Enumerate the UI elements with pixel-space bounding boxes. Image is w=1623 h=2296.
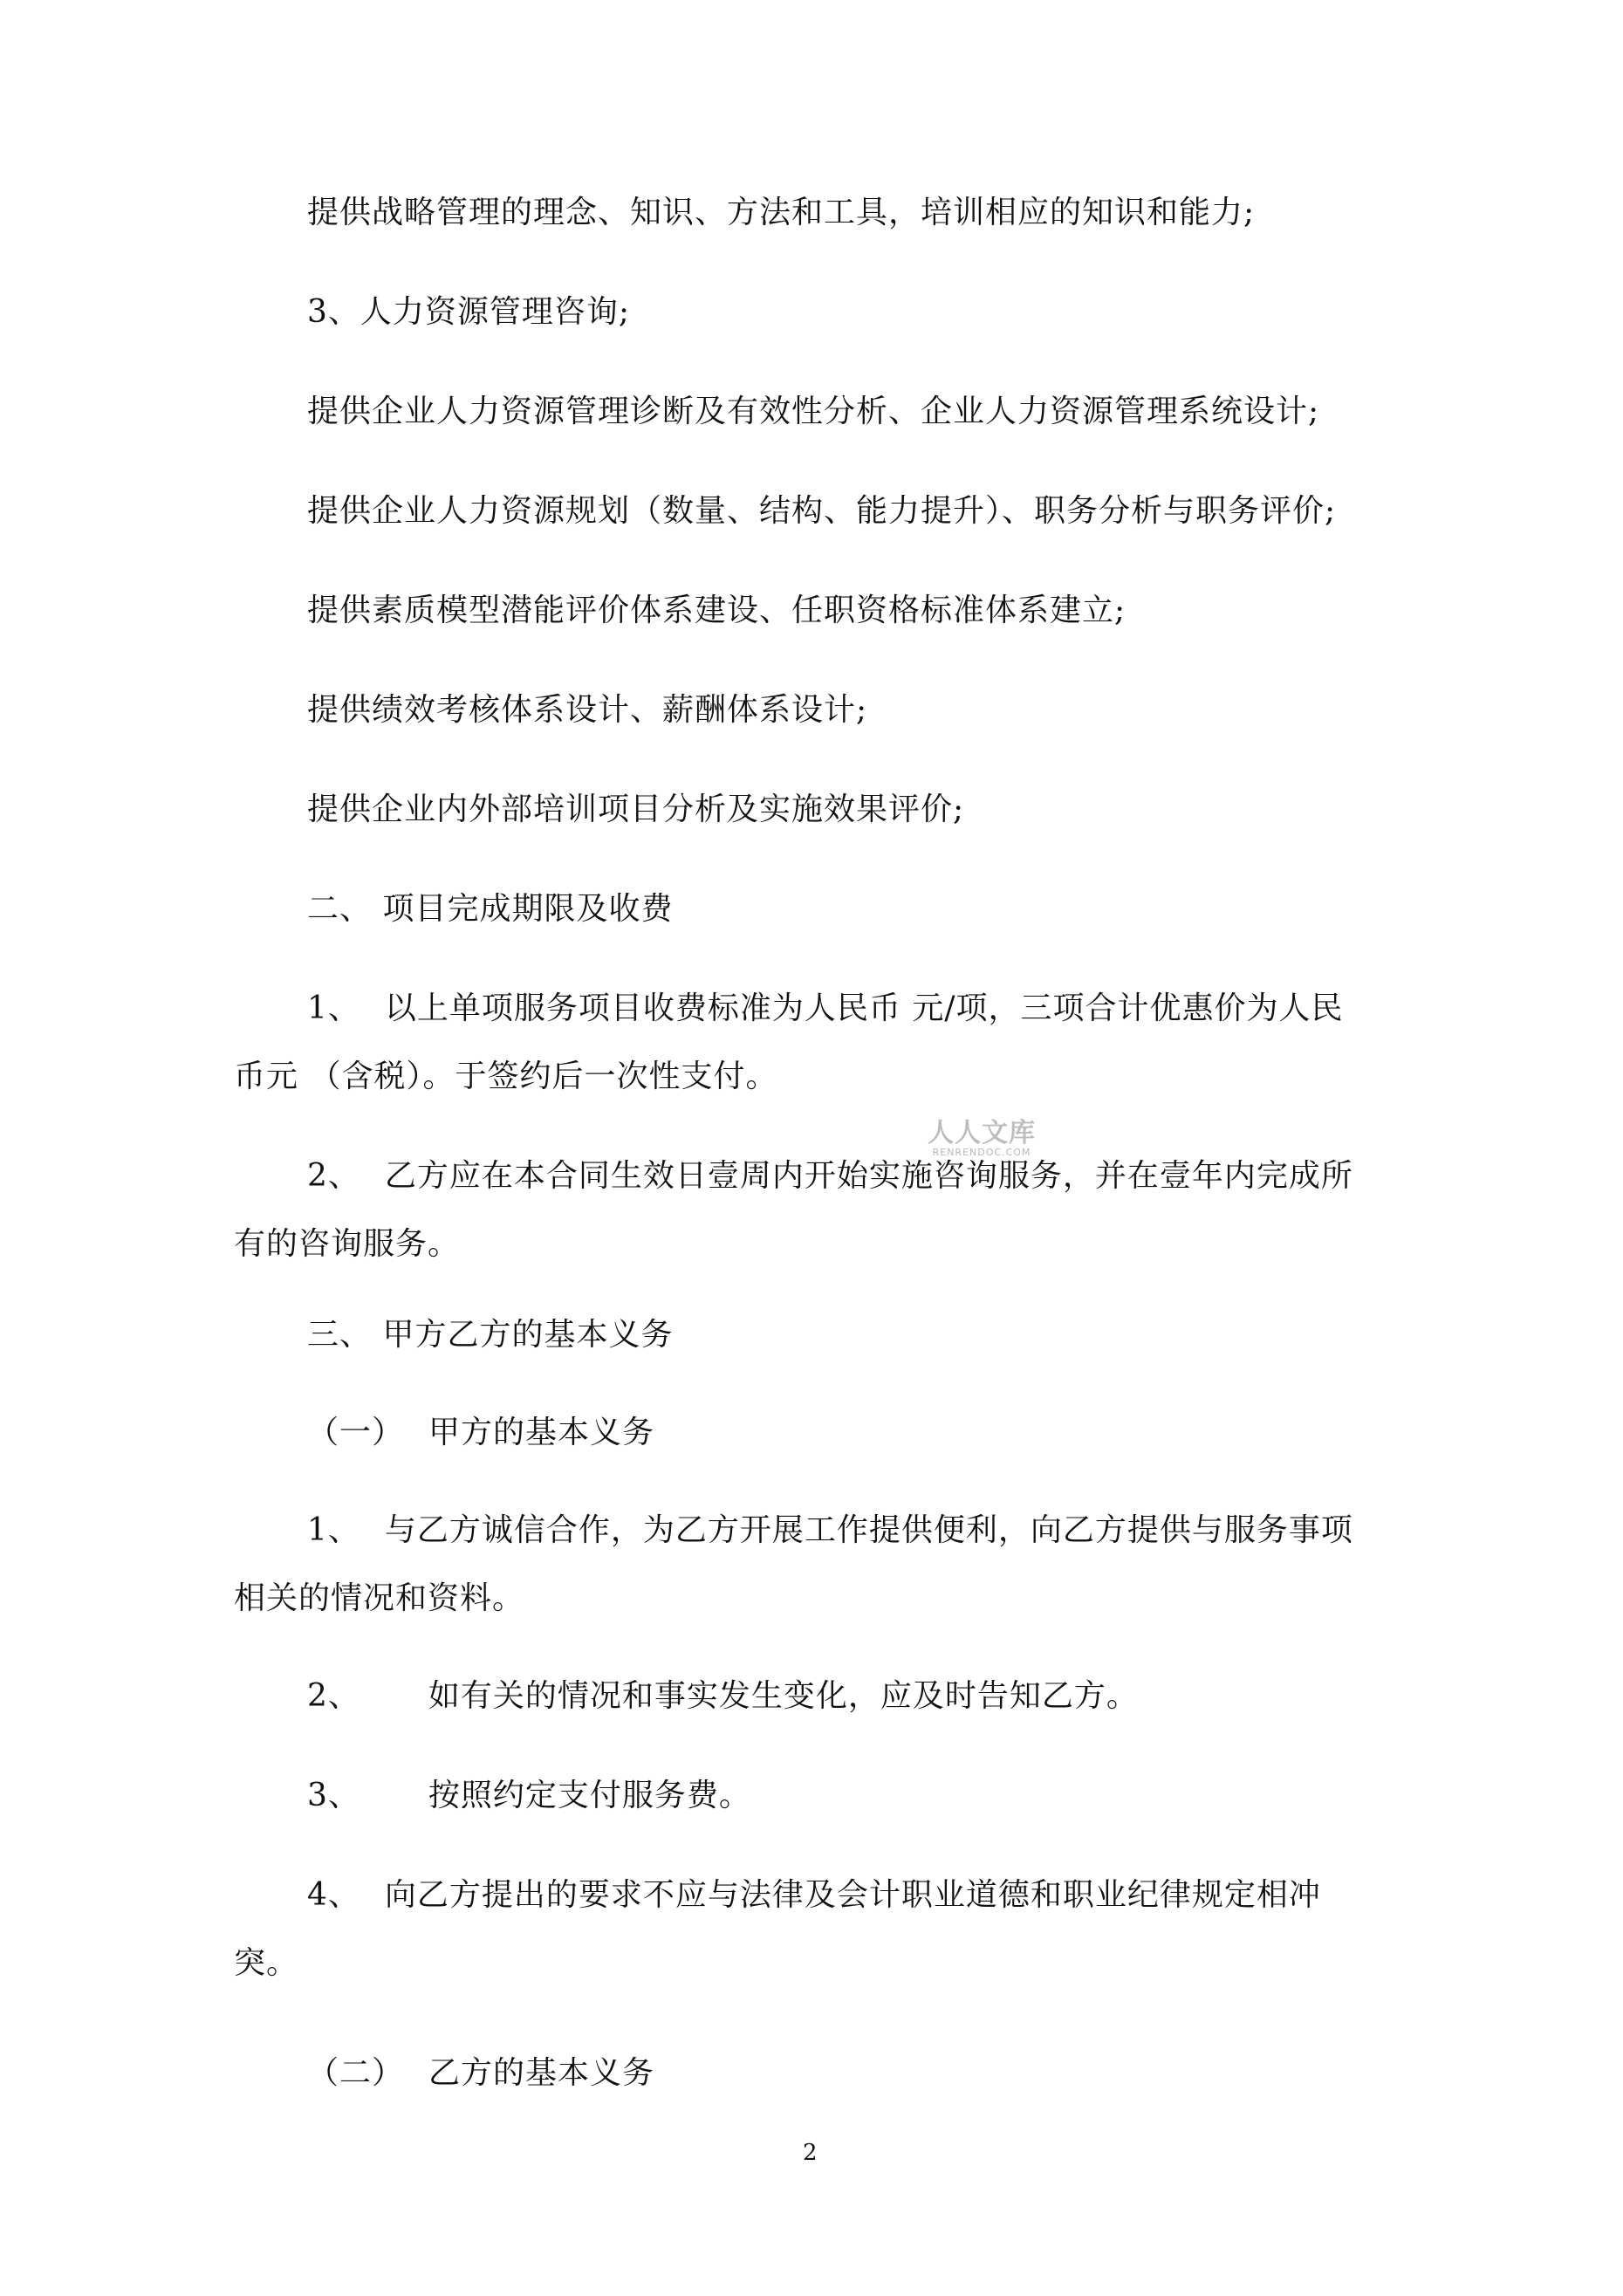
- obligation-a3: [307, 1777, 751, 1815]
- paragraph-text: 提供战略管理的理念、知识、方法和工具，培训相应的知识和能力;: [307, 195, 1256, 230]
- clause-number: 3、: [307, 1778, 360, 1813]
- paragraph-training-evaluation: [307, 791, 964, 829]
- clause-fee-line-1: [307, 990, 1343, 1028]
- clause-text: 向乙方提出的要求不应与法律及会计职业道德和职业纪律规定相冲: [384, 1877, 1321, 1913]
- renrendoc-watermark: [928, 1120, 1036, 1158]
- clause-text: 按照约定支付服务费。: [428, 1778, 751, 1813]
- obligation-a4-line-1: [307, 1876, 1321, 1915]
- clause-text: 与乙方诚信合作，为乙方开展工作提供便利，向乙方提供与服务事项: [384, 1512, 1353, 1548]
- clause-number: 2、: [307, 1678, 360, 1714]
- clause-fee-line-2: [234, 1058, 777, 1096]
- subsection-number: （一）: [307, 1415, 405, 1450]
- paragraph-performance-salary: [307, 691, 867, 730]
- paragraph-hr-planning: [307, 492, 1336, 531]
- obligation-a4-line-2: [234, 1944, 298, 1983]
- clause-text: 币元 （含税）。于签约后一次性支付。: [234, 1059, 778, 1094]
- obligation-a1-line-2: [234, 1580, 524, 1618]
- paragraph-text: 提供企业人力资源管理诊断及有效性分析、企业人力资源管理系统设计;: [307, 394, 1320, 429]
- paragraph-text: 提供企业内外部培训项目分析及实施效果评价;: [307, 792, 965, 827]
- subsection-text: 乙方的基本义务: [428, 2055, 655, 2091]
- subsection-text: 甲方的基本义务: [428, 1415, 655, 1450]
- subsection-heading-party-b: [307, 2054, 654, 2093]
- clause-number: 1、: [307, 990, 360, 1026]
- paragraph-text: 提供素质模型潜能评价体系建设、任职资格标准体系建立;: [307, 593, 1127, 628]
- paragraph-hr-diagnosis: [307, 393, 1319, 431]
- paragraph-competency-model: [307, 592, 1126, 630]
- watermark-subtitle: RENRENDOC.COM: [932, 1147, 1031, 1158]
- clause-number: 4、: [307, 1877, 360, 1913]
- paragraph-text: 提供绩效考核体系设计、薪酬体系设计;: [307, 692, 868, 728]
- clause-number: 2、: [307, 1158, 360, 1194]
- heading-text: 3、人力资源管理咨询;: [307, 294, 631, 330]
- paragraph-text: 提供企业人力资源规划（数量、结构、能力提升）、职务分析与职务评价;: [307, 493, 1337, 529]
- clause-schedule-line-2: [234, 1225, 460, 1264]
- clause-text: 突。: [234, 1945, 299, 1981]
- watermark-title: 人人文库: [928, 1118, 1036, 1148]
- clause-text: 相关的情况和资料。: [234, 1580, 525, 1616]
- clause-text: 以上单项服务项目收费标准为人民币 元/项，三项合计优惠价为人民: [384, 990, 1344, 1026]
- section-heading-text: 二、 项目完成期限及收费: [307, 891, 674, 927]
- clause-text: 有的咨询服务。: [234, 1226, 461, 1262]
- page-number: 2: [803, 2140, 818, 2166]
- clause-schedule-line-1: [307, 1157, 1353, 1196]
- obligation-a2: [307, 1677, 1139, 1716]
- clause-text: 如有关的情况和事实发生变化，应及时告知乙方。: [428, 1678, 1139, 1714]
- obligation-a1-line-1: [307, 1511, 1353, 1550]
- subsection-number: （二）: [307, 2055, 405, 2091]
- subsection-heading-party-a: [307, 1414, 654, 1452]
- paragraph-strategy-tools: [307, 194, 1255, 232]
- clause-text: 乙方应在本合同生效日壹周内开始实施咨询服务，并在壹年内完成所: [384, 1158, 1353, 1194]
- clause-number: 1、: [307, 1512, 360, 1548]
- section-heading-text: 三、 甲方乙方的基本义务: [307, 1317, 674, 1353]
- section-heading-3: [307, 1316, 673, 1354]
- heading-hr-consulting: [307, 293, 630, 332]
- section-heading-2: [307, 890, 673, 929]
